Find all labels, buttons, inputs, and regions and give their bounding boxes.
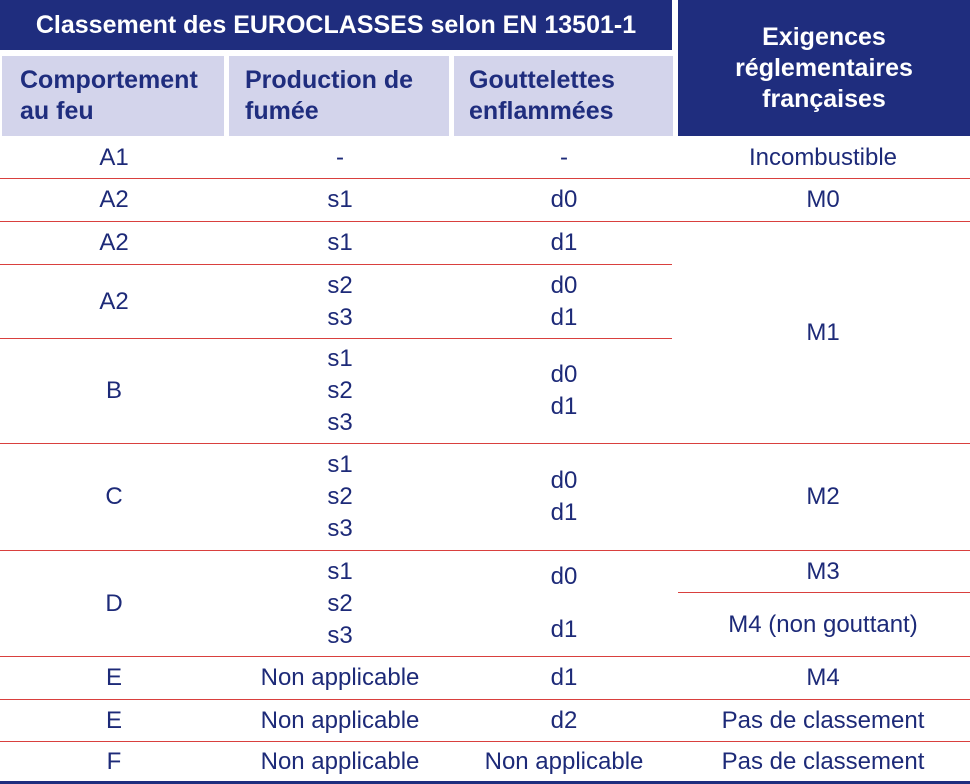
cell-exigence: M4	[806, 664, 840, 691]
cell-gouttes: d1	[550, 303, 578, 331]
cell-fumee: Non applicable	[260, 664, 420, 691]
cell-exigence: M3	[806, 557, 840, 585]
cell-feu: A2	[99, 287, 129, 315]
cell-fumee: s1	[327, 557, 353, 585]
cell-fumee: s2	[327, 377, 353, 404]
table-row	[452, 657, 676, 699]
cell-feu: F	[106, 747, 122, 775]
table-row	[228, 137, 452, 178]
table-row	[0, 265, 228, 338]
table-row	[228, 179, 452, 221]
table-title	[0, 0, 672, 50]
cell-fumee: s1	[327, 229, 353, 256]
table-row	[676, 444, 970, 550]
table-title-text: Classement des EUROCLASSES selon EN 13501-1	[35, 10, 637, 39]
cell-fumee: s1	[327, 451, 353, 478]
cell-exigence: M4 (non gouttant)	[728, 610, 918, 638]
column-header-exigences-line2: réglementaires	[735, 53, 913, 82]
column-header-exigences	[678, 0, 970, 136]
table-row	[452, 179, 676, 221]
table-row	[452, 339, 676, 443]
column-header-exigences-line3: françaises	[762, 84, 886, 113]
table-row	[452, 551, 676, 603]
table-row	[452, 222, 676, 264]
table-row	[0, 339, 228, 443]
table-row	[228, 657, 452, 699]
table-row	[0, 444, 228, 550]
column-header-comportement-line1: Comportement	[20, 66, 198, 94]
column-header-exigences-line1: Exigences	[762, 22, 886, 51]
table-row	[0, 137, 228, 178]
column-header-gouttes-line1: Gouttelettes	[469, 66, 615, 94]
table-row	[228, 742, 452, 781]
table-row	[676, 137, 970, 178]
cell-exigence: M0	[806, 186, 840, 213]
column-header-fumee-line1: Production de	[245, 66, 414, 94]
cell-fumee: -	[336, 143, 344, 171]
table-row	[0, 222, 228, 264]
table-row	[0, 551, 228, 656]
cell-fumee: s3	[327, 621, 353, 649]
cell-gouttes: d0	[550, 186, 578, 213]
cell-gouttes: d2	[550, 706, 578, 734]
cell-fumee: s3	[327, 303, 353, 331]
cell-gouttes: d0	[550, 361, 578, 388]
cell-gouttes: d0	[550, 271, 578, 299]
table-row	[676, 593, 970, 656]
cell-fumee: Non applicable	[260, 706, 420, 734]
cell-fumee: s3	[327, 409, 353, 436]
table-row	[0, 742, 228, 781]
cell-feu: A1	[99, 143, 129, 171]
cell-gouttes: Non applicable	[484, 747, 644, 775]
table-row	[676, 657, 970, 699]
cell-gouttes: d1	[550, 616, 578, 643]
table-row	[228, 265, 452, 338]
cell-feu: C	[105, 483, 123, 510]
cell-gouttes: d0	[550, 467, 578, 494]
table-row	[0, 700, 228, 741]
cell-fumee: s1	[327, 345, 353, 372]
cell-gouttes: d1	[550, 393, 578, 420]
table-row	[676, 700, 970, 741]
cell-exigence: Pas de classement	[721, 706, 925, 734]
table-row	[452, 137, 676, 178]
cell-feu: E	[105, 664, 122, 691]
cell-fumee: s3	[327, 515, 353, 542]
table-row	[676, 742, 970, 781]
column-header-comportement	[2, 56, 224, 136]
cell-feu: B	[105, 377, 122, 404]
table-row	[676, 222, 970, 443]
cell-fumee: s2	[327, 483, 353, 510]
cell-gouttes: d0	[550, 563, 578, 590]
table-row	[676, 179, 970, 221]
column-header-gouttes-line2: enflammées	[469, 97, 614, 125]
cell-feu: E	[105, 706, 122, 734]
table-row	[0, 657, 228, 699]
cell-fumee: s2	[327, 589, 353, 617]
table-row	[228, 551, 452, 656]
table-row	[676, 551, 970, 592]
cell-fumee: s1	[327, 186, 353, 213]
column-header-gouttes	[454, 56, 673, 136]
column-header-comportement-line2: au feu	[20, 97, 94, 125]
cell-gouttes: d1	[550, 229, 578, 256]
cell-fumee: s2	[327, 271, 353, 299]
table-row	[228, 339, 452, 443]
table-row	[452, 444, 676, 550]
table-row	[452, 604, 676, 656]
table-row	[452, 700, 676, 741]
table-row	[228, 700, 452, 741]
table-row	[452, 265, 676, 338]
cell-gouttes: d1	[550, 664, 578, 691]
cell-exigence: Incombustible	[748, 143, 898, 171]
table-row	[0, 179, 228, 221]
table-row	[452, 742, 676, 781]
cell-feu: A2	[99, 229, 129, 256]
cell-gouttes: -	[560, 143, 568, 171]
column-header-fumee	[229, 56, 449, 136]
cell-exigence: M2	[806, 483, 840, 510]
cell-exigence: M1	[806, 318, 840, 346]
table-row	[228, 222, 452, 264]
column-header-fumee-line2: fumée	[245, 97, 319, 125]
cell-fumee: Non applicable	[260, 747, 420, 775]
table-row	[228, 444, 452, 550]
cell-feu: A2	[99, 186, 129, 213]
cell-gouttes: d1	[550, 499, 578, 526]
cell-exigence: Pas de classement	[721, 747, 925, 775]
cell-feu: D	[105, 589, 123, 617]
